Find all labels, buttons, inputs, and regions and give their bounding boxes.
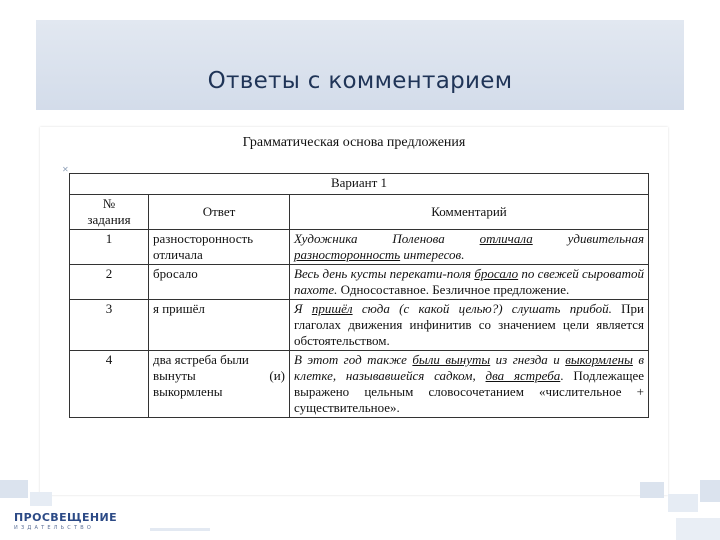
deco-square <box>150 528 210 531</box>
answer-line-split <box>153 368 285 384</box>
answer-line: два ястреба были <box>153 352 249 367</box>
document-title: Грамматическая основа предложения <box>242 135 466 150</box>
row-comment <box>290 300 649 351</box>
comment-fragment: из гнезда и <box>490 352 566 367</box>
answers-table <box>69 173 649 418</box>
comment-fragment: сюда (с какой целью?) слушать прибой. <box>352 301 612 316</box>
row-answer <box>149 351 290 418</box>
comment-underlined: два ястреба <box>485 368 561 383</box>
comment-fragment: При глаголах движения инфинитив со значением цели является обстоятельством. <box>294 301 644 348</box>
deco-square <box>0 480 28 498</box>
header-num-line2: задания <box>87 212 131 227</box>
row-comment <box>290 351 649 418</box>
variant-row <box>70 174 649 195</box>
row-num: 3 <box>70 300 149 351</box>
logo-main-text: ПРОСВЕЩЕНИЕ <box>14 511 118 524</box>
variant-cell: Вариант 1 <box>70 174 649 195</box>
table-row <box>70 265 649 300</box>
header-num <box>70 195 149 230</box>
comment-underlined: были вынуты <box>412 352 491 367</box>
corner-mark-icon: ✕ <box>62 165 69 174</box>
comment-fragment: Односоставное. Безличное предложение. <box>337 282 570 297</box>
deco-square <box>668 494 698 512</box>
footer-decoration <box>0 480 720 540</box>
row-num: 4 <box>70 351 149 418</box>
comment-underlined: пришёл <box>311 301 353 316</box>
table-row <box>70 230 649 265</box>
deco-square <box>640 482 664 498</box>
answer-line: выкормлены <box>153 384 223 399</box>
row-comment <box>290 265 649 300</box>
table-row <box>70 351 649 418</box>
comment-underlined: разносторонность <box>294 247 401 262</box>
answer-word: (и) <box>269 368 285 383</box>
deco-square <box>676 518 720 540</box>
row-answer: бросало <box>149 265 290 300</box>
deco-square <box>700 480 720 502</box>
scanned-document <box>40 127 668 495</box>
row-comment <box>290 230 649 265</box>
comment-fragment: в клетке, называвшейся садком, <box>294 352 645 383</box>
comment-fragment: Я <box>294 301 312 316</box>
comment-underlined: отличала <box>479 231 533 246</box>
comment-fragment: интересов. <box>400 247 465 262</box>
slide-title: Ответы с комментарием <box>207 68 513 94</box>
header-row <box>70 195 649 230</box>
row-num: 2 <box>70 265 149 300</box>
answer-word: вынуты <box>153 368 196 383</box>
header-num-line1: № <box>102 196 116 211</box>
comment-fragment: . Подлежащее выражено цельным словосочетанием «числительное + существительное». <box>294 368 645 415</box>
logo-sub-text: ИЗДАТЕЛЬСТВО <box>14 525 94 531</box>
header-answer: Ответ <box>149 195 290 230</box>
row-answer <box>149 230 290 265</box>
comment-fragment: В этот год также <box>294 352 413 367</box>
header-comment: Комментарий <box>290 195 649 230</box>
deco-square <box>30 492 52 506</box>
comment-underlined: бросало <box>474 266 519 281</box>
comment-underlined: выкормлены <box>565 352 633 367</box>
publisher-logo <box>14 511 117 531</box>
table-row <box>70 300 649 351</box>
answer-line: отличала <box>153 247 203 262</box>
comment-fragment: Весь день кусты перекати-поля <box>294 266 475 281</box>
comment-fragment: Художника Поленова <box>294 231 480 246</box>
comment-fragment: удивительная <box>532 231 644 246</box>
row-num: 1 <box>70 230 149 265</box>
comment-fragment: по свежей сыроватой пахоте. <box>294 266 644 297</box>
row-answer: я пришёл <box>149 300 290 351</box>
slide-header-banner <box>36 20 684 110</box>
answer-line: разносторонность <box>153 231 254 246</box>
